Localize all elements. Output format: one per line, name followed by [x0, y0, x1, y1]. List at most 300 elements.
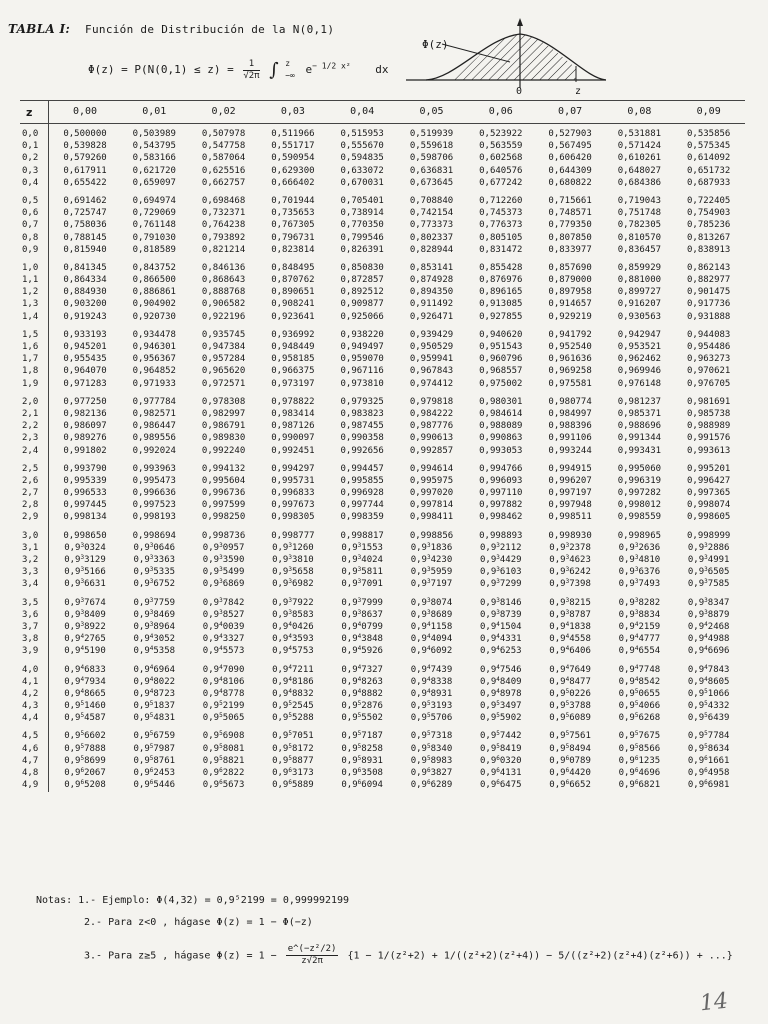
table-cell: $0,9^38583$ [272, 608, 314, 620]
table-cell: 0,815940 [63, 244, 107, 255]
table-cell: 0,978308 [201, 396, 246, 407]
table-row [20, 578, 745, 590]
table-cell: 0,633072 [340, 165, 384, 176]
table-cell: 0,998559 [617, 512, 662, 523]
table-row [20, 554, 745, 566]
column-header: 0,01 [142, 106, 167, 117]
table-cell: 0,997523 [132, 500, 176, 511]
row-group [20, 128, 745, 189]
table-row [20, 542, 745, 554]
table-cell: 0,901475 [687, 287, 731, 298]
table-cell: 0,994614 [409, 463, 454, 474]
table-cell: 0,914657 [548, 299, 592, 310]
table-cell: $0,9^42159$ [618, 620, 661, 632]
table-cell: $0,9^61235$ [618, 754, 661, 766]
column-header: 0,08 [627, 106, 652, 117]
table-cell: 0,855428 [479, 262, 523, 273]
table-cell: 0,993613 [687, 445, 731, 456]
table-cell: 0,994132 [201, 463, 246, 474]
table-cell: $0,9^57561$ [549, 730, 591, 742]
table-cell: 0,886861 [132, 287, 176, 298]
table-row [20, 244, 745, 256]
table-cell: 0,998736 [201, 530, 246, 541]
z-value: 4,4 [22, 713, 39, 724]
table-cell: 0,996736 [201, 488, 246, 499]
table-cell: $0,9^58821$ [202, 754, 245, 766]
table-cell: $0,9^48338$ [410, 675, 453, 687]
table-cell: $0,9^52199$ [202, 700, 245, 712]
table-cell: 0,818589 [132, 244, 176, 255]
table-body [20, 128, 745, 791]
table-cell: 0,655422 [63, 177, 107, 188]
graph-z-label: z [575, 86, 582, 97]
table-cell: 0,758036 [63, 220, 107, 231]
table-cell: 0,997197 [548, 488, 592, 499]
table-cell: 0,991106 [548, 433, 592, 444]
z-value: 3,7 [22, 621, 39, 632]
table-cell: 0,583166 [132, 153, 176, 164]
table-cell: 0,998817 [340, 530, 384, 541]
table-cell: 0,594835 [340, 153, 384, 164]
table-cell: 0,913085 [479, 299, 523, 310]
table-row [20, 432, 745, 444]
table-cell: $0,9^60320$ [480, 754, 522, 766]
table-cell: 0,964070 [63, 366, 107, 377]
table-cell: 0,971283 [63, 378, 107, 389]
table-cell: 0,981691 [687, 396, 731, 407]
table-cell: $0,9^66094$ [341, 779, 383, 791]
table-cell: $0,9^37674$ [64, 596, 106, 608]
z-value: 1,4 [22, 311, 39, 322]
table-cell: $0,9^66821$ [618, 779, 661, 791]
table-cell: $0,9^65889$ [272, 779, 314, 791]
table-cell: $0,9^58258$ [341, 742, 383, 754]
table-cell: $0,9^40426$ [272, 620, 314, 632]
column-header: 0,05 [419, 106, 444, 117]
table-cell: 0,767305 [271, 220, 315, 231]
table-cell: $0,9^37842$ [202, 596, 245, 608]
table-cell: 0,973810 [340, 378, 384, 389]
table-cell: $0,9^31553$ [341, 541, 383, 553]
table-cell: $0,9^48665$ [64, 687, 106, 699]
note-3-text: 3.- Para z≥5 , hágase Φ(z) = 1 − [84, 950, 277, 962]
z-value: 0,1 [22, 141, 39, 152]
table-cell: $0,9^37759$ [133, 596, 176, 608]
table-row [20, 445, 745, 457]
table-cell: 0,866500 [132, 275, 176, 286]
table-cell: $0,9^35335$ [133, 566, 176, 578]
table-cell: $0,9^56089$ [549, 712, 591, 724]
table-cell: 0,853141 [409, 262, 454, 273]
table-cell: 0,941792 [548, 329, 592, 340]
table-cell: $0,9^58340$ [410, 742, 453, 754]
integral-upper: z [285, 59, 291, 68]
table-cell: 0,962462 [617, 354, 662, 365]
note-3-fraction [286, 944, 339, 967]
table-cell: $0,9^56268$ [618, 712, 661, 724]
table-cell: $0,9^46554$ [618, 645, 661, 657]
table-cell: $0,9^64696$ [618, 767, 661, 778]
table-cell: $0,9^38527$ [202, 608, 245, 620]
table-cell: 0,975002 [479, 378, 523, 389]
table-cell: 0,992656 [340, 445, 384, 456]
table-cell: $0,9^30957$ [202, 541, 245, 553]
table-cell: $0,9^64420$ [549, 767, 591, 778]
table-cell: $0,9^31260$ [272, 541, 314, 553]
table-cell: $0,9^43052$ [133, 633, 176, 645]
table-cell: $0,9^48778$ [202, 687, 245, 699]
table-cell: 0,923641 [271, 311, 315, 322]
table-cell: $0,9^54066$ [618, 700, 661, 712]
table-cell: 0,982571 [132, 408, 176, 419]
table-cell: 0,708840 [409, 195, 454, 206]
table-cell: 0,872857 [340, 275, 384, 286]
table-cell: $0,9^37398$ [549, 578, 591, 590]
table-row [20, 621, 745, 633]
table-cell: 0,874928 [409, 275, 454, 286]
table-cell: 0,951543 [479, 342, 523, 352]
table-cell: $0,9^58877$ [272, 754, 314, 766]
table-cell: 0,998605 [687, 512, 731, 523]
table-row [20, 128, 745, 140]
table-cell: 0,610261 [617, 153, 662, 164]
table-row [20, 566, 745, 578]
table-cell: 0,802337 [409, 232, 454, 243]
table-cell: 0,807850 [548, 232, 592, 243]
row-group [20, 530, 745, 591]
table-cell: 0,993053 [479, 445, 523, 456]
table-cell: 0,598706 [409, 153, 454, 164]
table-cell: 0,719043 [617, 195, 662, 206]
table-cell: 0,983823 [340, 408, 384, 419]
table-cell: $0,9^30324$ [64, 541, 106, 553]
table-row [20, 688, 745, 700]
table-cell: $0,9^62067$ [64, 767, 106, 778]
table-cell: $0,9^41838$ [549, 620, 591, 632]
table-cell: $0,9^54332$ [687, 700, 730, 712]
table-row [20, 499, 745, 511]
table-cell: 0,995855 [340, 475, 384, 486]
table-cell: $0,9^35166$ [64, 566, 106, 578]
z-value: 3,0 [22, 530, 39, 541]
table-cell: $0,9^65446$ [133, 779, 176, 791]
table-cell: $0,9^35959$ [410, 566, 453, 578]
table-cell: 0,976705 [687, 378, 731, 389]
table-cell: $0,9^33590$ [202, 554, 245, 565]
table-cell: 0,945201 [63, 342, 107, 352]
table-cell: $0,9^46964$ [133, 663, 176, 675]
note-3-den: z√2π [301, 956, 323, 966]
table-cell: $0,9^46253$ [480, 645, 522, 657]
table-cell: 0,993431 [617, 445, 662, 456]
table-cell: $0,9^35811$ [341, 566, 383, 578]
table-cell: $0,9^33129$ [64, 554, 106, 565]
table-cell: 0,957284 [201, 354, 246, 365]
table-row [20, 779, 745, 791]
table-cell: 0,984614 [479, 408, 523, 419]
table-title-text: Función de Distribución de la N(0,1) [85, 23, 335, 36]
formula-fraction [243, 59, 259, 82]
table-cell: $0,9^47211$ [272, 663, 314, 675]
table-cell: 0,995975 [409, 475, 454, 486]
table-row [20, 664, 745, 676]
table-row [20, 597, 745, 609]
z-value: 2,8 [22, 500, 39, 511]
table-cell: 0,701944 [271, 195, 315, 206]
table-cell: $0,9^38834$ [618, 608, 661, 620]
table-row [20, 743, 745, 755]
z-value: 3,9 [22, 646, 39, 657]
table-cell: 0,925066 [340, 311, 384, 322]
table-cell: 0,998462 [479, 512, 523, 523]
table-cell: $0,9^34024$ [341, 554, 383, 565]
table-cell: 0,823814 [271, 244, 315, 255]
table-cell: $0,9^34623$ [549, 554, 591, 565]
table-cell: $0,9^48106$ [202, 675, 245, 687]
table-cell: 0,629300 [271, 165, 315, 176]
table-cell: 0,990613 [409, 433, 454, 444]
z-value: 1,9 [22, 378, 39, 389]
table-cell: 0,975581 [548, 378, 592, 389]
table-cell: 0,846136 [201, 262, 246, 273]
table-cell: 0,995731 [271, 475, 315, 486]
table-cell: 0,946301 [132, 342, 176, 352]
table-cell: 0,998893 [479, 530, 523, 541]
table-cell: 0,621720 [132, 165, 176, 176]
table-cell: 0,773373 [409, 220, 454, 231]
table-cell: 0,979818 [409, 396, 454, 407]
row-group [20, 597, 745, 658]
table-cell: $0,9^58494$ [549, 742, 591, 754]
table-cell: 0,929219 [548, 311, 592, 322]
table-cell: 0,992857 [409, 445, 454, 456]
table-cell: 0,961636 [548, 354, 592, 365]
table-cell: 0,936992 [271, 329, 315, 340]
z-value: 4,9 [22, 780, 39, 791]
table-title [8, 22, 334, 36]
table-row [20, 177, 745, 189]
table-row [20, 165, 745, 177]
table-cell: 0,953521 [617, 342, 662, 352]
table-cell: $0,9^47439$ [410, 663, 453, 675]
table-cell: 0,503989 [132, 129, 176, 139]
table-cell: $0,9^35658$ [272, 566, 314, 578]
z-value: 1,5 [22, 329, 39, 340]
table-cell: $0,9^66289$ [410, 779, 453, 791]
table-cell: 0,826391 [340, 244, 384, 255]
table-cell: $0,9^44988$ [687, 633, 730, 645]
table-cell: 0,904902 [132, 299, 176, 310]
table-cell: $0,9^38787$ [549, 608, 591, 620]
table-cell: 0,980301 [479, 396, 523, 407]
table-cell: $0,9^57784$ [687, 730, 730, 742]
table-cell: 0,813267 [687, 232, 731, 243]
table-cell: $0,9^65673$ [202, 779, 245, 791]
table-cell: 0,967116 [340, 366, 384, 377]
table-cell: $0,9^48477$ [549, 675, 591, 687]
table-cell: 0,973197 [271, 378, 315, 389]
table-cell: $0,9^32886$ [687, 541, 730, 553]
table-cell: $0,9^65208$ [64, 779, 106, 791]
z-value: 1,2 [22, 287, 39, 298]
table-cell: 0,916207 [617, 299, 662, 310]
note-2: 2.- Para z<0 , hágase Φ(z) = 1 − Φ(−z) [84, 917, 313, 928]
table-cell: $0,9^37197$ [410, 578, 453, 590]
table-cell: 0,992451 [271, 445, 315, 456]
table-cell: 0,942947 [617, 329, 662, 340]
table-cell: 0,991344 [617, 433, 662, 444]
table-cell: $0,9^52545$ [272, 700, 314, 712]
table-cell: 0,969258 [548, 366, 592, 377]
row-group [20, 195, 745, 256]
table-cell: 0,996093 [479, 475, 523, 486]
table-cell: $0,9^48186$ [272, 675, 314, 687]
table-cell: 0,987455 [340, 421, 384, 432]
table-cell: $0,9^45358$ [133, 645, 176, 657]
table-cell: $0,9^47327$ [341, 663, 383, 675]
table-cell: $0,9^33363$ [133, 554, 176, 565]
table-row [20, 676, 745, 688]
table-cell: 0,998511 [548, 512, 592, 523]
table-row [20, 329, 745, 341]
table-cell: $0,9^47090$ [202, 663, 245, 675]
table-cell: $0,9^62453$ [133, 767, 176, 778]
z-value: 2,5 [22, 463, 39, 474]
table-cell: 0,857690 [548, 262, 592, 273]
table-cell: 0,998250 [201, 512, 246, 523]
table-cell: $0,9^36752$ [133, 578, 176, 590]
table-cell: 0,992240 [201, 445, 246, 456]
table-row [20, 408, 745, 420]
table-cell: $0,9^44094$ [410, 633, 453, 645]
z-value: 0,6 [22, 208, 39, 219]
table-cell: $0,9^50655$ [618, 687, 661, 699]
cdf-formula [88, 58, 389, 82]
formula-left: Φ(z) = P(N(0,1) ≤ z) = [88, 63, 234, 76]
table-cell: 0,979325 [340, 396, 384, 407]
note-3-series: {1 − 1/(z²+2) + 1/((z²+2)(z²+4)) − 5/((z²+2)(z²+4)(z²+6)) + ...} [347, 950, 733, 962]
table-cell: $0,9^32636$ [618, 541, 661, 553]
table-cell: $0,9^36631$ [64, 578, 106, 590]
z-value: 4,5 [22, 731, 39, 742]
table-cell: $0,9^58699$ [64, 754, 106, 766]
table-cell: 0,993963 [132, 463, 176, 474]
table-cell: $0,9^62822$ [202, 767, 245, 778]
table-cell: 0,882977 [687, 275, 731, 286]
table-cell: 0,754903 [687, 208, 731, 219]
table-cell: 0,987126 [271, 421, 315, 432]
table-cell: 0,625516 [201, 165, 246, 176]
table-cell: 0,779350 [548, 220, 592, 231]
table-cell: $0,9^44777$ [618, 633, 661, 645]
table-cell: 0,926471 [409, 311, 454, 322]
table-cell: 0,725747 [63, 208, 107, 219]
z-value: 3,4 [22, 579, 39, 590]
table-cell: 0,673645 [409, 177, 454, 188]
table-cell: 0,988396 [548, 421, 592, 432]
table-cell: 0,983414 [271, 408, 315, 419]
table-row [20, 475, 745, 487]
table-cell: 0,965620 [201, 366, 246, 377]
table-cell: $0,9^38409$ [64, 608, 106, 620]
table-cell: 0,960796 [479, 354, 523, 365]
table-cell: 0,998411 [409, 512, 454, 523]
z-value: 4,3 [22, 701, 39, 712]
table-cell: 0,997673 [271, 500, 315, 511]
z-value: 0,7 [22, 220, 39, 231]
table-cell: 0,948449 [271, 342, 315, 352]
graph-axis-arrow [517, 18, 523, 26]
table-cell: 0,531881 [617, 129, 662, 139]
table-cell: 0,997744 [340, 500, 384, 511]
table-cell: 0,535856 [687, 129, 731, 139]
table-cell: $0,9^47934$ [64, 675, 106, 687]
z-value: 0,2 [22, 153, 39, 164]
table-cell: 0,994915 [548, 463, 592, 474]
z-value: 1,7 [22, 354, 39, 365]
table-cell: $0,9^38282$ [618, 596, 661, 608]
table-cell: 0,988696 [617, 421, 662, 432]
integral-lower: −∞ [285, 71, 295, 80]
table-cell: 0,617911 [63, 165, 107, 176]
table-cell: 0,543795 [132, 141, 176, 152]
table-cell: 0,971933 [132, 378, 176, 389]
table-cell: $0,9^41158$ [410, 620, 453, 632]
table-cell: 0,991802 [63, 445, 107, 456]
table-cell: 0,927855 [479, 311, 523, 322]
column-header: 0,03 [280, 106, 305, 117]
table-cell: 0,899727 [617, 287, 662, 298]
note-1: Notas: 1.- Ejemplo: Φ(4,32) = 0,9⁵2199 = 0,999992199 [36, 895, 350, 906]
table-cell: 0,791030 [132, 232, 176, 243]
table-cell: 0,944083 [687, 329, 731, 340]
table-row [20, 700, 745, 712]
table-cell: 0,841345 [63, 262, 107, 273]
table-row [20, 219, 745, 231]
table-cell: $0,9^57318$ [410, 730, 453, 742]
table-cell: $0,9^44331$ [480, 633, 522, 645]
table-cell: $0,9^48263$ [341, 675, 383, 687]
table-cell: $0,9^51460$ [64, 700, 106, 712]
table-cell: 0,896165 [479, 287, 523, 298]
table-cell: $0,9^48542$ [618, 675, 661, 687]
table-cell: $0,9^45753$ [272, 645, 314, 657]
z-value: 3,2 [22, 555, 39, 565]
table-cell: 0,996533 [63, 488, 107, 499]
table-cell: 0,735653 [271, 208, 315, 219]
table-cell: 0,644309 [548, 165, 592, 176]
table-cell: 0,949497 [340, 342, 384, 352]
table-cell: $0,9^63827$ [410, 767, 453, 778]
table-row [20, 353, 745, 365]
table-cell: 0,805105 [479, 232, 523, 243]
table-cell: 0,868643 [201, 275, 246, 286]
table-cell: 0,836457 [617, 244, 662, 255]
table-cell: 0,997282 [617, 488, 662, 499]
z-value: 4,8 [22, 768, 39, 778]
column-header: 0,06 [488, 106, 513, 117]
table-cell: $0,9^45573$ [202, 645, 245, 657]
table-cell: 0,990097 [271, 433, 315, 444]
table-cell: 0,952540 [548, 342, 592, 352]
table-cell: $0,9^63508$ [341, 767, 383, 778]
table-cell: 0,776373 [479, 220, 523, 231]
table-cell: 0,980774 [548, 396, 592, 407]
table-cell: $0,9^46696$ [687, 645, 730, 657]
table-cell: 0,985738 [687, 408, 731, 419]
table-cell: 0,974412 [409, 378, 454, 389]
table-cell: $0,9^54587$ [64, 712, 106, 724]
